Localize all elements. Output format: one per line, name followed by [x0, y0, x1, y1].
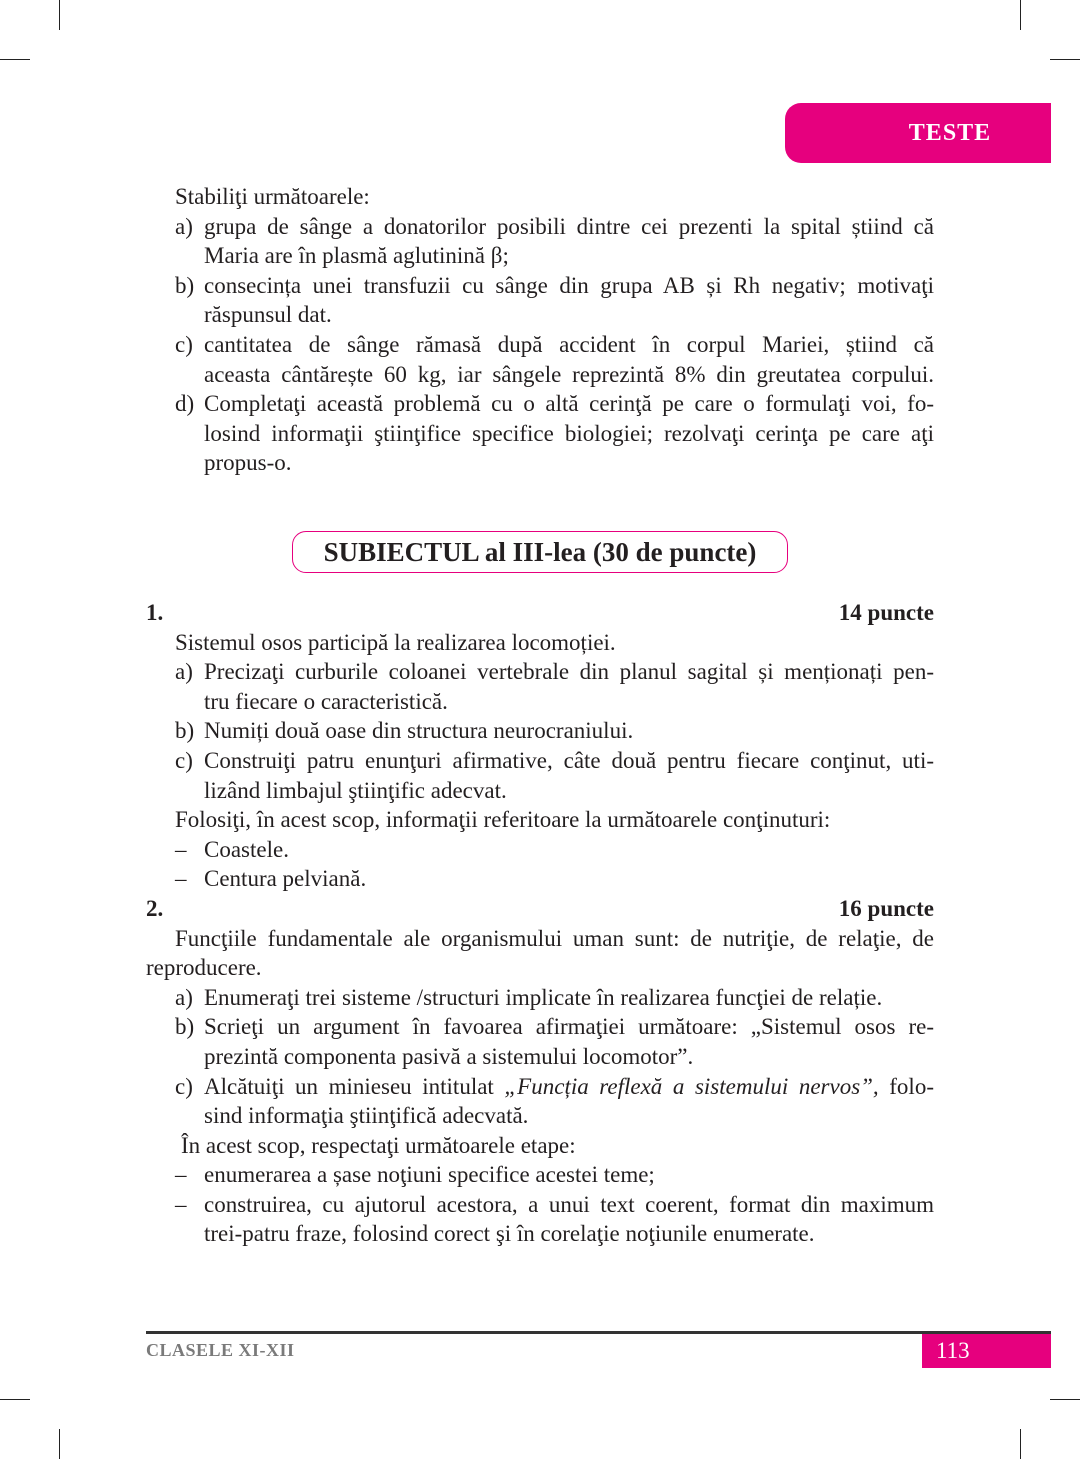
list-item [146, 1012, 934, 1071]
item-line: Maria are în plasmă aglutinină β; [204, 243, 509, 269]
item-line: grupa de sânge a donatorilor posibili dintre cei prezenti la spital știind că [204, 213, 934, 239]
footer-rule [146, 1331, 1051, 1334]
crop-mark [1050, 1399, 1080, 1400]
crop-mark [0, 59, 30, 60]
item-line: cantitatea de sânge rămasă după accident în corpul Mariei, știind că [204, 331, 934, 357]
item-label: a) [175, 659, 193, 685]
essay-title: „Funcția reflexă a sistemului nervos”, [504, 1073, 879, 1099]
text-segment: Alcătuiţi un minieseu intitulat [204, 1073, 505, 1099]
dash-text: Coastele. [204, 836, 289, 862]
item-line: lizând limbajul ştiinţific adecvat. [204, 777, 507, 803]
crop-mark [59, 0, 60, 30]
part1-block [146, 182, 934, 478]
dash-item [146, 1190, 934, 1249]
item-line: Numiți două oase din structura neurocraniului. [204, 718, 634, 744]
item-label: b) [175, 272, 195, 298]
crop-mark [1020, 1429, 1021, 1459]
dash-item [146, 1160, 934, 1190]
item-line: sind informaţia ştiinţifică adecvată. [204, 1103, 529, 1129]
question-intro: Sistemul osos participă la realizarea locomoției. [175, 629, 616, 655]
item-line: Enumeraţi trei sisteme /structuri implicate în realizarea funcţiei de relație. [204, 984, 883, 1010]
list-item [146, 212, 934, 271]
question-points: 14 puncte [838, 600, 934, 625]
item-label: a) [175, 213, 193, 239]
intro-text: Stabiliţi următoarele: [175, 184, 370, 209]
dash-bullet: – [175, 1162, 187, 1188]
question-header [146, 894, 934, 924]
item-line: losind informaţii ştiinţifice specifice biologiei; rezolvaţi cerinţa pe care aţi [204, 420, 934, 446]
list-item [146, 746, 934, 805]
dash-bullet: – [175, 1191, 187, 1217]
list-item [146, 389, 934, 478]
item-label: c) [175, 1073, 193, 1099]
dash-bullet: – [175, 866, 187, 892]
list-item [146, 983, 934, 1013]
item-label: c) [175, 747, 193, 773]
item-line [204, 1072, 934, 1102]
footer-label: CLASELE XI-XII [146, 1340, 295, 1360]
crop-mark [1020, 0, 1021, 30]
list-item [146, 1072, 934, 1131]
list-item [146, 716, 934, 746]
question-points: 16 puncte [838, 895, 934, 921]
crop-mark [59, 1429, 60, 1459]
question-number: 2. [146, 895, 164, 921]
item-line: răspunsul dat. [204, 302, 332, 328]
dash-bullet: – [175, 836, 187, 862]
dash-text: construirea, cu ajutorul acestora, a unui text coerent, format din maximum [204, 1191, 934, 1217]
crop-mark [0, 1399, 30, 1400]
question-number: 1. [146, 600, 164, 625]
list-item [146, 330, 934, 389]
crop-mark [1050, 59, 1080, 60]
item-line: tru fiecare o caracteristică. [204, 688, 448, 714]
item-label: a) [175, 984, 193, 1010]
dash-text: Centura pelviană. [204, 866, 367, 892]
item-line: Scrieţi un argument în favoarea afirmaţiei următoare: „Sistemul osos re- [204, 1014, 934, 1040]
item-line: prezintă componenta pasivă a sistemului locomotor”. [204, 1043, 694, 1069]
question-header [146, 598, 934, 628]
item-line: propus-o. [204, 450, 292, 476]
item-line: Precizaţi curburile coloanei vertebrale din planul sagital și menționați pen- [204, 659, 934, 685]
dash-text: enumerarea a șase noţiuni specifice acestei teme; [204, 1162, 655, 1188]
text-segment: folo- [878, 1073, 934, 1099]
list-item [146, 271, 934, 330]
item-line: consecința unei transfuzii cu sânge din grupa AB și Rh negativ; motivaţi [204, 272, 934, 298]
section-tab: TESTE [785, 103, 1051, 163]
item-line: aceasta cântărește 60 kg, iar sângele reprezintă 8% din greutatea corpului. [204, 361, 934, 387]
dash-item [146, 864, 934, 894]
dash-item [146, 835, 934, 865]
question-intro: reproducere. [146, 955, 262, 981]
page-number: 113 [922, 1334, 1051, 1368]
item-line: Construiţi patru enunţuri afirmative, câte două pentru fiecare conţinut, uti- [204, 747, 934, 773]
item-line: Completaţi această problemă cu o altă cerinţă pe care o formulaţi voi, fo- [204, 391, 934, 417]
question-intro: Funcţiile fundamentale ale organismului uman sunt: de nutriţie, de relaţie, de [175, 925, 934, 951]
instruction-text: Folosiţi, în acest scop, informaţii referitoare la următoarele conţinuturi: [175, 807, 831, 833]
item-label: c) [175, 331, 193, 357]
instruction-text: În acest scop, respectaţi următoarele etape: [181, 1132, 576, 1158]
questions-block [146, 598, 934, 1249]
dash-text: trei-patru fraze, folosind corect şi în corelaţie noţiunile enumerate. [204, 1221, 815, 1247]
item-label: b) [175, 718, 195, 744]
section-title: SUBIECTUL al III-lea (30 de puncte) [292, 531, 788, 573]
list-item [146, 657, 934, 716]
item-label: d) [175, 391, 195, 417]
item-label: b) [175, 1014, 195, 1040]
